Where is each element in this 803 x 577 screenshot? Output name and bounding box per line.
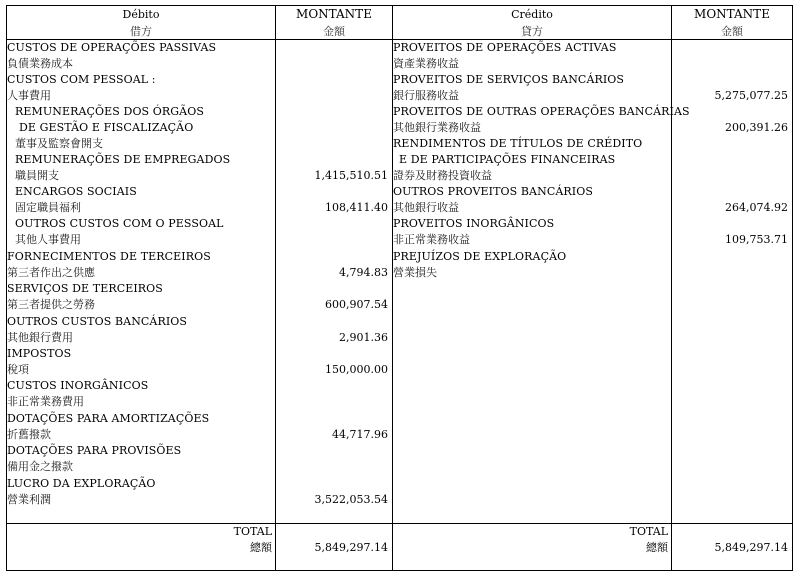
debit-amount: 600,907.54 bbox=[325, 298, 388, 311]
credit-row-text: 銀行服務收益 bbox=[393, 89, 459, 102]
debit-row-text: 第三者提供之勞務 bbox=[7, 298, 95, 311]
credit-amount-column bbox=[672, 6, 792, 570]
credit-amount: 109,753.71 bbox=[725, 233, 788, 246]
debit-row-text: 其他銀行費用 bbox=[7, 331, 73, 344]
debit-row-text: REMUNERAÇÕES DE EMPREGADOS bbox=[15, 153, 231, 166]
debit-row-text: DOTAÇÕES PARA AMORTIZAÇÕES bbox=[7, 412, 210, 425]
debit-column bbox=[7, 6, 276, 570]
credit-header-zh: 貸方 bbox=[521, 25, 543, 38]
credit-column bbox=[393, 6, 690, 570]
debit-amount: 2,901.36 bbox=[339, 331, 388, 344]
debit-row-text: 第三者作出之供應 bbox=[7, 266, 95, 279]
debit-row-text: 負債業務成本 bbox=[7, 57, 73, 70]
debit-header-zh: 借方 bbox=[130, 25, 152, 38]
debit-amount: 4,794.83 bbox=[339, 266, 388, 279]
credit-row-text: PROVEITOS DE SERVIÇOS BANCÁRIOS bbox=[393, 73, 625, 86]
debit-amount: 44,717.96 bbox=[332, 428, 388, 441]
debit-row-text: OUTROS CUSTOS BANCÁRIOS bbox=[7, 315, 188, 328]
debit-amount-column bbox=[276, 6, 393, 570]
credit-total-label-en: TOTAL bbox=[629, 525, 668, 538]
debit-total-amount: 5,849,297.14 bbox=[314, 541, 388, 554]
debit-amount-header bbox=[276, 6, 392, 40]
debit-row-text: LUCRO DA EXPLORAÇÃO bbox=[7, 477, 156, 490]
debit-row-text: 職員開支 bbox=[15, 169, 59, 182]
debit-row-text: CUSTOS INORGÂNICOS bbox=[7, 379, 149, 392]
credit-row-text: PROVEITOS DE OPERAÇÕES ACTIVAS bbox=[393, 41, 617, 54]
debit-row-text: 備用金之撥款 bbox=[7, 460, 73, 473]
credit-row-text: 其他銀行收益 bbox=[393, 201, 459, 214]
debit-header bbox=[7, 6, 275, 40]
debit-row-text: 其他人事費用 bbox=[15, 233, 81, 246]
credit-amount-header-en: MONTANTE bbox=[694, 7, 770, 21]
debit-amount: 108,411.40 bbox=[325, 201, 388, 214]
credit-row-text: 其他銀行業務收益 bbox=[393, 121, 481, 134]
debit-row-text: IMPOSTOS bbox=[7, 347, 72, 360]
debit-total-label-zh: 總額 bbox=[250, 541, 272, 554]
debit-row-text: 人事費用 bbox=[7, 89, 51, 102]
debit-amount: 1,415,510.51 bbox=[314, 169, 388, 182]
debit-row-text: 非正常業務費用 bbox=[7, 395, 84, 408]
credit-amount-total-divider bbox=[672, 523, 792, 524]
credit-row-text: 證券及財務投資收益 bbox=[393, 169, 492, 182]
debit-amount-total-divider bbox=[276, 523, 392, 524]
debit-row-text: OUTROS CUSTOS COM O PESSOAL bbox=[15, 217, 224, 230]
credit-amount: 200,391.26 bbox=[725, 121, 788, 134]
debit-row-text: ENCARGOS SOCIAIS bbox=[15, 185, 137, 198]
debit-amount: 3,522,053.54 bbox=[314, 493, 388, 506]
debit-row-text: CUSTOS COM PESSOAL : bbox=[7, 73, 156, 86]
credit-total-amount: 5,849,297.14 bbox=[714, 541, 788, 554]
credit-row-text: 資產業務收益 bbox=[393, 57, 459, 70]
credit-amount-header bbox=[672, 6, 792, 40]
credit-row-text: 非正常業務收益 bbox=[393, 233, 470, 246]
credit-row-text: OUTROS PROVEITOS BANCÁRIOS bbox=[393, 185, 593, 198]
credit-row-text: PROVEITOS DE OUTRAS OPERAÇÕES BANCÁRIAS bbox=[393, 105, 690, 118]
credit-row-text: PROVEITOS INORGÂNICOS bbox=[393, 217, 555, 230]
credit-header-en: Crédito bbox=[511, 8, 553, 21]
credit-row-text: RENDIMENTOS DE TÍTULOS DE CRÉDITO bbox=[393, 137, 643, 150]
income-statement-table bbox=[6, 5, 793, 571]
credit-row-text: PREJUÍZOS DE EXPLORAÇÃO bbox=[393, 250, 567, 263]
debit-row-text: SERVIÇOS DE TERCEIROS bbox=[7, 282, 163, 295]
debit-row-text: CUSTOS DE OPERAÇÕES PASSIVAS bbox=[7, 41, 217, 54]
debit-amount-header-zh: 金額 bbox=[323, 25, 345, 38]
credit-row-text: 營業損失 bbox=[393, 266, 437, 279]
debit-header-en: Débito bbox=[122, 8, 160, 21]
credit-amount-header-zh: 金額 bbox=[721, 25, 743, 38]
debit-row-text: FORNECIMENTOS DE TERCEIROS bbox=[7, 250, 211, 263]
credit-amount: 5,275,077.25 bbox=[714, 89, 788, 102]
debit-total-label-en: TOTAL bbox=[233, 525, 272, 538]
debit-amount: 150,000.00 bbox=[325, 363, 388, 376]
debit-row-text: DOTAÇÕES PARA PROVISÕES bbox=[7, 444, 182, 457]
credit-amount: 264,074.92 bbox=[725, 201, 788, 214]
debit-row-text: 營業利潤 bbox=[7, 493, 51, 506]
debit-row-text: 董事及監察會開支 bbox=[15, 137, 103, 150]
credit-row-text: E DE PARTICIPAÇÕES FINANCEIRAS bbox=[399, 153, 616, 166]
debit-row-text: 稅項 bbox=[7, 363, 29, 376]
credit-header bbox=[393, 6, 671, 40]
debit-row-text: DE GESTÃO E FISCALIZAÇÃO bbox=[19, 121, 194, 134]
debit-row-text: 折舊撥款 bbox=[7, 428, 51, 441]
debit-amount-header-en: MONTANTE bbox=[296, 7, 372, 21]
credit-total-label-zh: 總額 bbox=[646, 541, 668, 554]
debit-row-text: REMUNERAÇÕES DOS ÓRGÃOS bbox=[15, 105, 204, 118]
debit-row-text: 固定職員福利 bbox=[15, 201, 81, 214]
